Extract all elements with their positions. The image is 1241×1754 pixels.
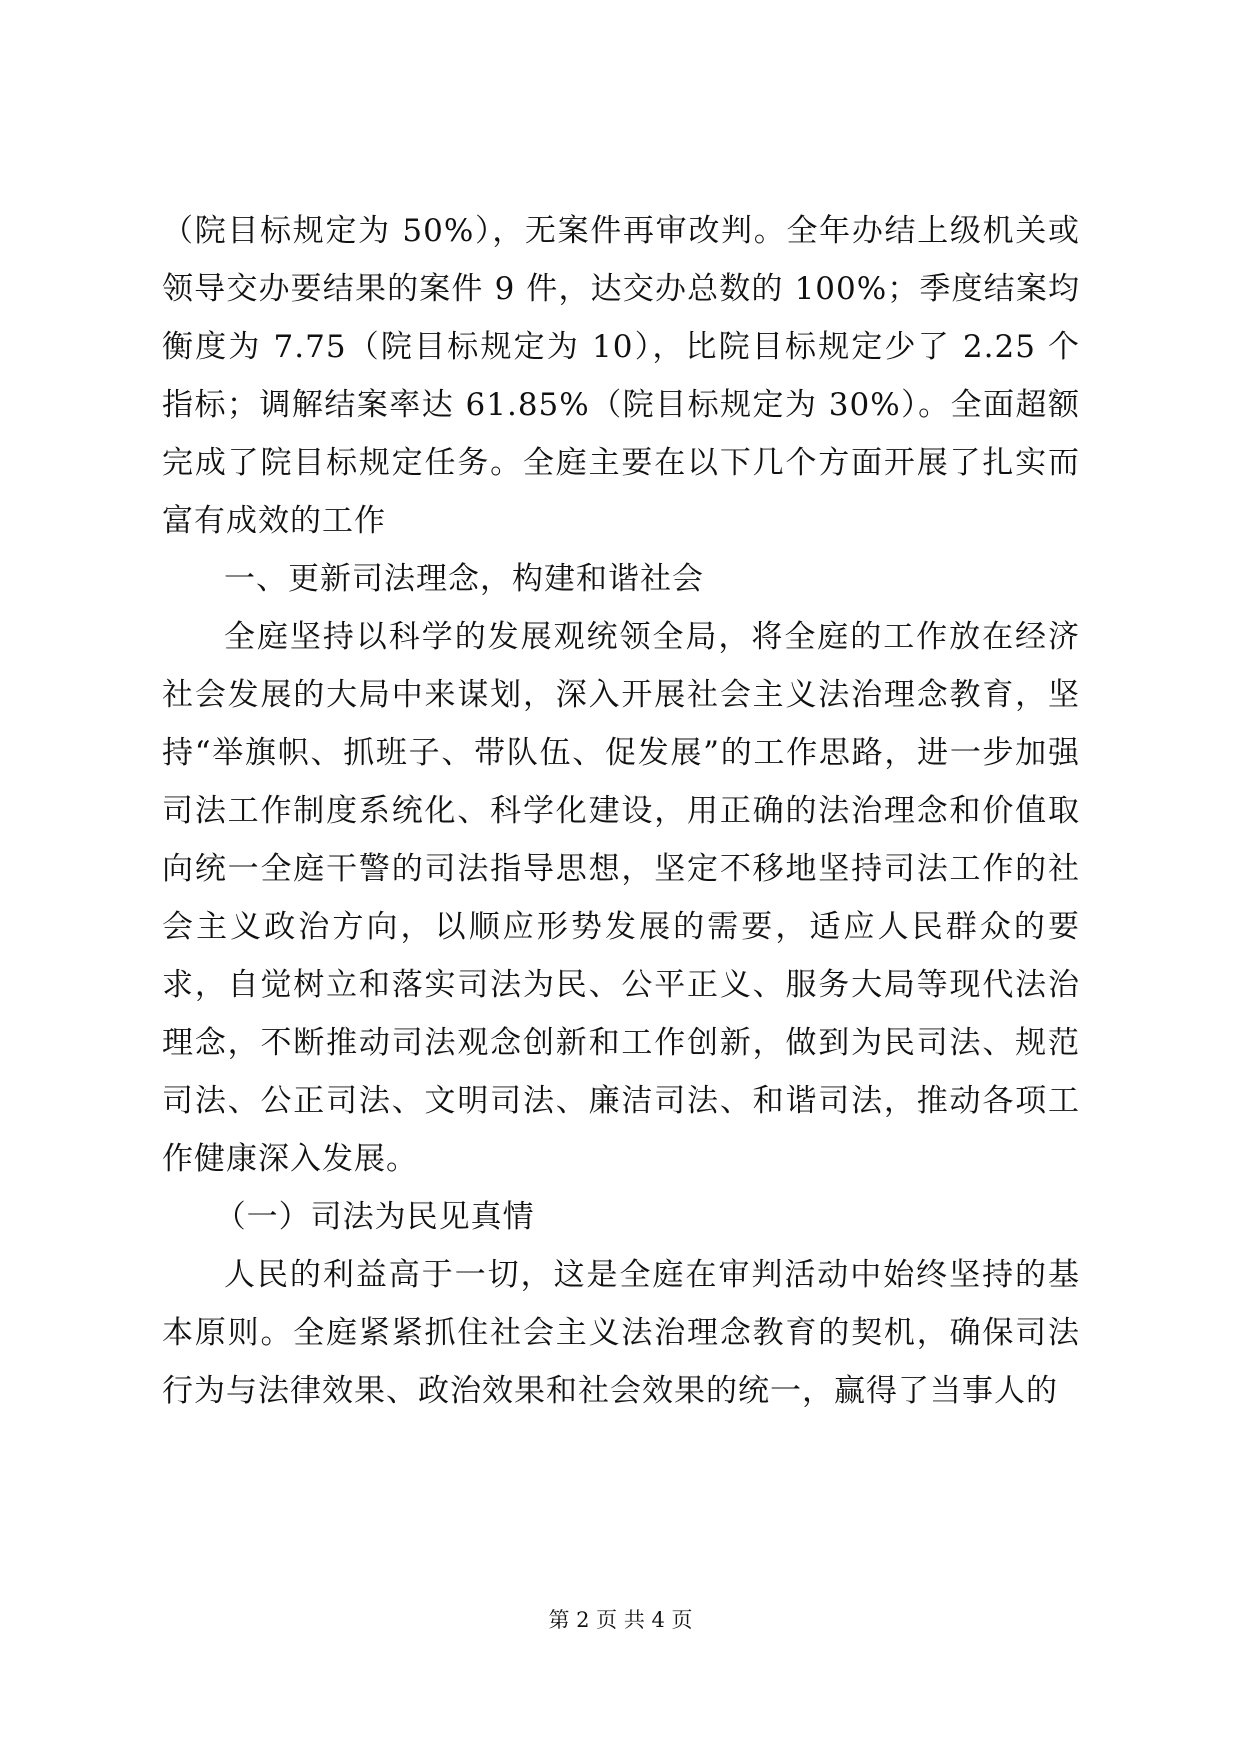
page-number: 第 2 页 共 4 页 — [548, 1608, 693, 1632]
paragraph-people-interest: 人民的利益高于一切，这是全庭在审判活动中始终坚持的基本原则。全庭紧紧抓住社会主义法治理念教育的契机，确保司法行为与法律效果、政治效果和社会效果的统一，赢得了当事人的 — [162, 1257, 1080, 1409]
document-body — [162, 202, 1080, 1420]
paragraph-statistics: （院目标规定为 50%），无案件再审改判。全年办结上级机关或领导交办要结果的案件 9 件，达交办总数的 100%；季度结案均衡度为 7.75（院目标规定为 10），比院目标规定少了 2.25 个指标；调解结案率达 61.85%（院目标规定为 30%）。全面超额完成了院目标规定任务。全庭主要在以下几个方面开展了扎实而富有成效的工作 — [162, 213, 1080, 539]
paragraph-judicial-philosophy: 全庭坚持以科学的发展观统领全局，将全庭的工作放在经济社会发展的大局中来谋划，深入开展社会主义法治理念教育，坚持“举旗帜、抓班子、带队伍、促发展”的工作思路，进一步加强司法工作制度系统化、科学化建设，用正确的法治理念和价值取向统一全庭干警的司法指导思想，坚定不移地坚持司法工作的社会主义政治方向，以顺应形势发展的需要，适应人民群众的要求，自觉树立和落实司法为民、公平正义、服务大局等现代法治理念，不断推动司法观念创新和工作创新，做到为民司法、规范司法、公正司法、文明司法、廉洁司法、和谐司法，推动各项工作健康深入发展。 — [162, 619, 1080, 1177]
subsection-heading-1: （一）司法为民见真情 — [214, 1199, 535, 1235]
page-footer — [0, 1606, 1241, 1634]
section-heading-1: 一、更新司法理念，构建和谐社会 — [224, 561, 704, 597]
